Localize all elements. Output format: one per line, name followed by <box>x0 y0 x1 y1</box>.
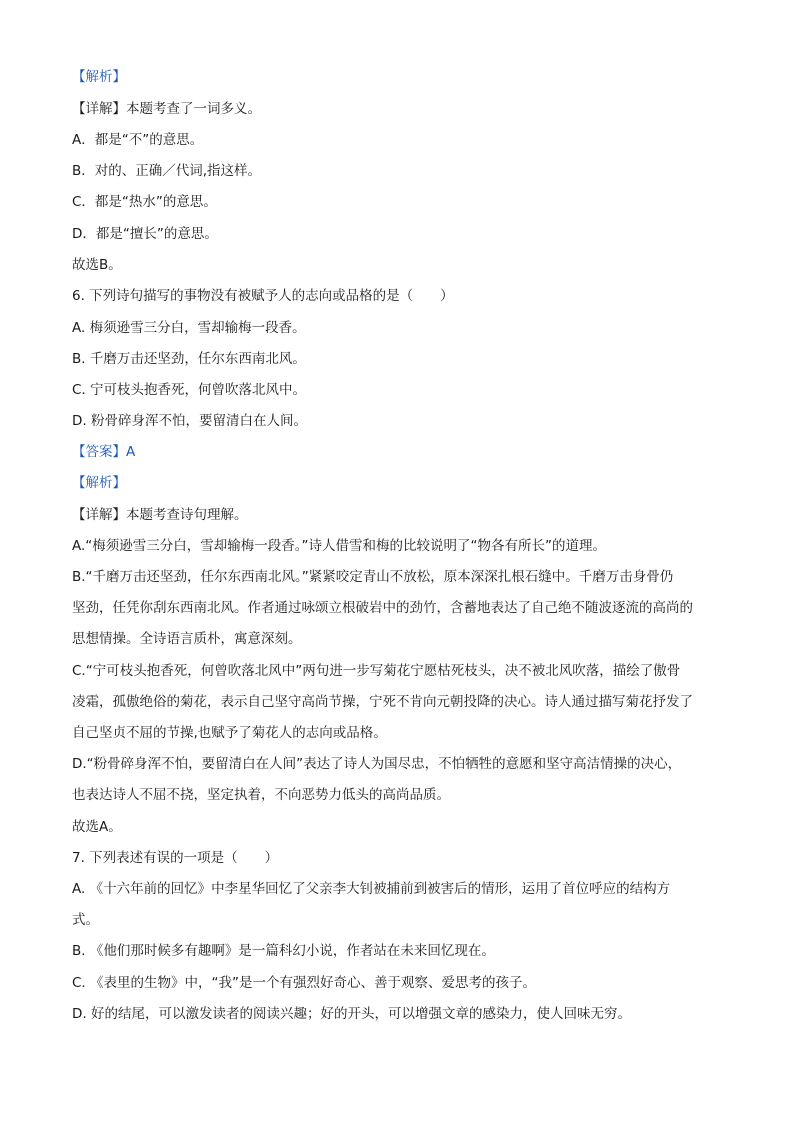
option-line: C．都是“热水”的意思。 <box>72 194 217 210</box>
analysis-heading: 【解析】 <box>72 69 126 85</box>
option-line: D．都是“擅长”的意思。 <box>72 226 218 242</box>
question-7-option-a: A. 《十六年前的回忆》中李星华回忆了父亲李大钊被捕前到被害后的情形，运用了首位呼应的结构方 <box>72 881 671 897</box>
explanation-line: 思想情操。全诗语言质朴，寓意深刻。 <box>72 631 302 647</box>
option-line: A．都是“不”的意思。 <box>72 132 204 148</box>
question-7-option-c: C. 《表里的生物》中，“我”是一个有强烈好奇心、善于观察、爱思考的孩子。 <box>72 975 536 991</box>
explanation-line: 坚劲，任凭你刮东西南北风。作者通过咏颂立根破岩中的劲竹，含蓄地表达了自己绝不随波逐流的高尚的 <box>72 600 693 616</box>
answer-choice-line: 故选A。 <box>72 819 122 835</box>
explanation-line: 【详解】本题考查了一词多义。 <box>72 101 261 117</box>
question-6-option-d: D. 粉骨碎身浑不怕，要留清白在人间。 <box>72 413 307 429</box>
analysis-heading: 【解析】 <box>72 475 126 491</box>
explanation-line: 凌霜，孤傲绝俗的菊花，表示自己坚守高尚节操，宁死不肯向元朝投降的决心。诗人通过描写菊花抒发了 <box>72 694 693 710</box>
explanation-line: A.“梅须逊雪三分白，雪却输梅一段香。”诗人借雪和梅的比较说明了“物各有所长”的道理。 <box>72 538 607 554</box>
question-6-option-c: C. 宁可枝头抱香死，何曾吹落北风中。 <box>72 382 307 398</box>
explanation-line: C.“宁可枝头抱香死，何曾吹落北风中”两句进一步写菊花宁愿枯死枝头，决不被北风吹落，描绘了傲骨 <box>72 663 681 679</box>
question-6-option-a: A. 梅须逊雪三分白，雪却输梅一段香。 <box>72 320 306 336</box>
question-6-option-b: B. 千磨万击还坚劲，任尔东西南北风。 <box>72 351 306 367</box>
explanation-line: 也表达诗人不屈不挠，坚定执着，不向恶势力低头的高尚品质。 <box>72 787 450 803</box>
explanation-line: 自己坚贞不屈的节操,也赋予了菊花人的志向或品格。 <box>72 725 387 741</box>
question-6-stem: 6. 下列诗句描写的事物没有被赋予人的志向或品格的是（ ） <box>72 288 454 304</box>
question-7-option-b: B. 《他们那时候多有趣啊》是一篇科幻小说，作者站在未来回忆现在。 <box>72 943 495 959</box>
question-7-option-a-cont: 式。 <box>72 912 99 928</box>
option-line: B．对的、正确／代词,指这样。 <box>72 163 262 179</box>
answer-choice-line: 故选B。 <box>72 257 122 273</box>
explanation-line: D.“粉骨碎身浑不怕，要留清白在人间”表达了诗人为国尽忠，不怕牺牲的意愿和坚守高洁情操的决心， <box>72 756 682 772</box>
question-7-stem: 7. 下列表述有误的一项是（ ） <box>72 850 279 866</box>
answer-heading: 【答案】A <box>72 444 136 460</box>
explanation-line: B.“千磨万击还坚劲，任尔东西南北风。”紧紧咬定青山不放松，原本深深扎根石缝中。千磨万击身骨仍 <box>72 569 674 585</box>
explanation-line: 【详解】本题考查诗句理解。 <box>72 507 248 523</box>
question-7-option-d: D. 好的结尾，可以激发读者的阅读兴趣；好的开头，可以增强文章的感染力，使人回味无穷。 <box>72 1006 631 1022</box>
